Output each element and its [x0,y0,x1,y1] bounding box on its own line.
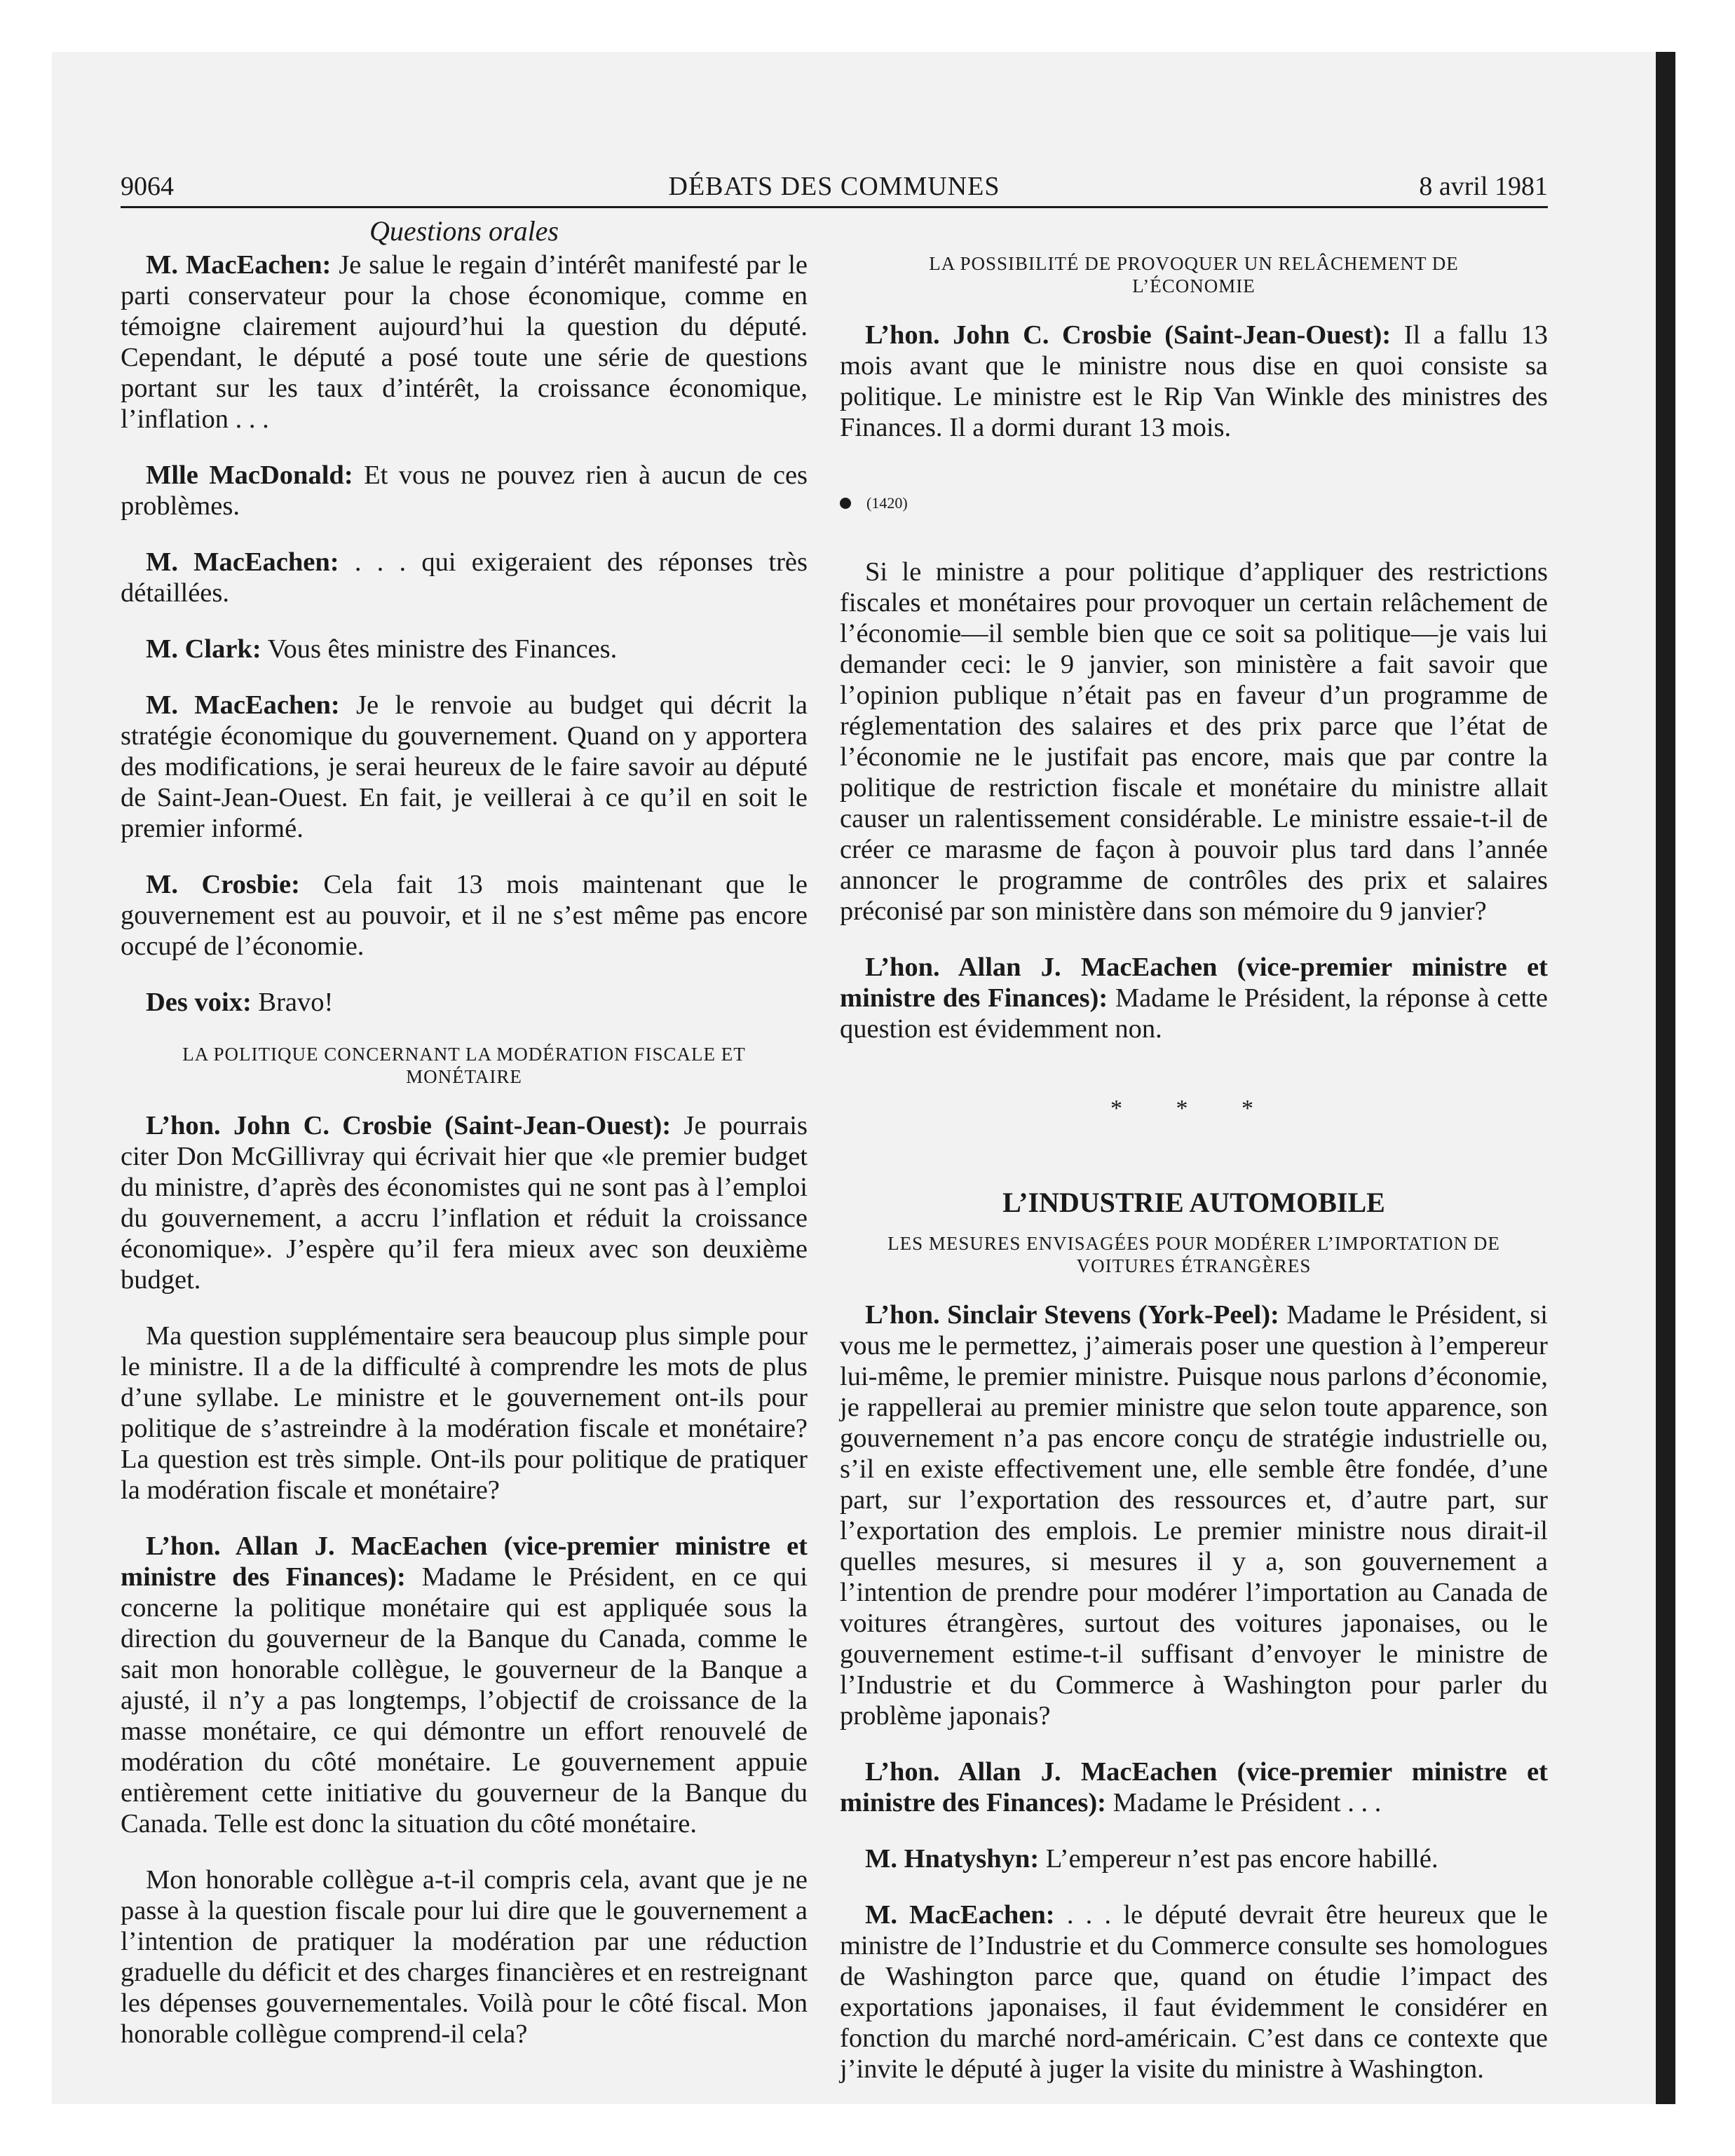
page-number: 9064 [121,172,174,201]
speaker: L’hon. Allan J. MacEachen (vice-premier ministre et ministre des Finances): [840,953,1548,1013]
speech: Cela fait 13 mois maintenant que le gouvernement est au pouvoir, et il ne s’est même pas encore occupé de l’économie. [121,870,808,961]
paragraph [121,1531,808,1839]
paragraph [840,1899,1548,2085]
paragraph [121,250,808,435]
page-header [121,167,1548,208]
speech: Si le ministre a pour politique d’appliquer des restrictions fiscales et monétaires pour provoquer un certain relâchement de l’économie—il semble bien que ce soit sa politique—je vais lui demander ceci: le 9 janvier, son ministère a fait savoir que l’opinion publique n’était pas en faveur d’un programme de réglementation des salaires et des prix parce que l’état de l’économie ne le justifait pas encore, mais que par contre la politique de restriction fiscale et monétaire du ministre allait causer un ralentissement considérable. Le ministre essaie-t-il de créer ce marasme de façon à pouvoir plus tard dans l’année annoncer le programme de contrôles des prix et salaires préconisé par son ministère dans son mémoire du 9 janvier? [840,557,1548,926]
speaker: L’hon. Allan J. MacEachen (vice-premier ministre et ministre des Finances): [121,1531,808,1592]
speaker: M. MacEachen: [865,1900,1055,1930]
speech: Bravo! [251,988,334,1017]
speech: . . . qui exigeraient des réponses très détaillées. [121,547,808,608]
left-column [121,216,808,2075]
speech: . . . le député devrait être heureux que le ministre de l’Industrie et du Commerce consulte ses homologues de Washington parce que, quand on étudie l’impact des exportations japonaises, il faut évidemment le considérer en fonction du marché nord-américain. C’est dans ce contexte que j’invite le député à juger la visite du ministre à Washington. [840,1900,1548,2084]
paragraph [121,634,808,664]
speaker: L’hon. Sinclair Stevens (York-Peel): [865,1300,1279,1330]
speaker: M. MacEachen: [146,547,339,577]
speaker: M. Hnatyshyn: [865,1844,1040,1874]
subheading: LA POSSIBILITÉ DE PROVOQUER UN RELÂCHEMENT DE L’ÉCONOMIE [929,253,1459,296]
speech: Madame le Président . . . [1105,1788,1382,1817]
speaker: Mlle MacDonald: [146,460,353,490]
speech: Ma question supplémentaire sera beaucoup plus simple pour le ministre. Il a de la difficulté à comprendre les mots de plus d’une syllabe. Le ministre et le gouvernement ont-ils pour politique de s’astreindre à la modération fiscale et monétaire? La question est très simple. Ont-ils pour politique de pratiquer la modération fiscale et monétaire? [121,1321,808,1505]
speech: Je le renvoie au budget qui décrit la stratégie économique du gouvernement. Quand on y apportera des modifications, je serai heureux de le faire savoir au député de Saint-Jean-Ouest. En fait, je veillerai à ce qu’il en soit le premier informé. [121,690,808,843]
speech: Il a fallu 13 mois avant que le ministre nous dise en quoi consiste sa politique. Le ministre est le Rip Van Winkle des ministres des Finances. Il a dormi durant 13 mois. [840,320,1548,442]
section-title: Questions orales [369,215,559,247]
speaker: Des voix: [146,988,252,1017]
speaker: M. Clark: [146,634,261,664]
speech: Madame le Président, en ce qui concerne la politique monétaire qui est appliquée sous la direction du gouverneur de la Banque du Canada, comme le sait mon honorable collègue, le gouverneur de la Banque a ajusté, il n’y a pas longtemps, l’objectif de croissance de la masse monétaire, ce qui démontre un effort renouvelé de modération du côté monétaire. Le gouvernement appuie entièrement cette initiative du gouverneur de la Banque du Canada. Telle est donc la situation du côté monétaire. [121,1562,808,1838]
publication-title: DÉBATS DES COMMUNES [668,172,1000,201]
paragraph [121,690,808,844]
speech: Madame le Président, la réponse à cette question est évidemment non. [840,983,1548,1044]
separator: * * * [1110,1096,1277,1121]
speech: Vous êtes ministre des Finances. [261,634,618,664]
paragraph [840,952,1548,1044]
speech: Je pourrais citer Don McGillivray qui écrivait hier que «le premier budget du ministre, d’après des économistes qui ne sont pas à l’emploi du gouvernement, a accru l’inflation et réduit la croissance économique». J’espère qu’il fera mieux avec son deuxième budget. [121,1111,808,1295]
paragraph [121,547,808,608]
time-marker-text: (1420) [866,494,908,512]
paragraph [121,1110,808,1295]
paragraph [121,1321,808,1506]
speech: Je salue le regain d’intérêt manifesté par le parti conservateur pour la chose économique, comme en témoigne clairement aujourd’hui la question du député. Cependant, le député a posé toute une série de questions portant sur les taux d’intérêt, la croissance économique, l’inflation . . . [121,250,808,434]
speech: Madame le Président, si vous me le permettez, j’aimerais poser une question à l’empereur lui-même, le premier ministre. Puisque nous parlons d’économie, je rappellerai au premier ministre que selon toute apparence, son gouvernement n’a pas encore conçu de stratégie industrielle ou, s’il en existe effectivement une, elle semble être fondée, d’une part, sur l’exportation des ressources et, d’autre part, sur l’exportation des emplois. Le premier ministre nous dirait-il quelles mesures, si mesures il y a, son gouvernement a l’intention de prendre pour modérer l’importation au Canada de voitures étrangères, surtout des voitures japonaises, ou le gouvernement estime-t-il suffisant d’envoyer le ministre de l’Industrie et du Commerce à Washington pour parler du problème japonais? [840,1300,1548,1731]
bullet-icon [840,498,851,509]
paragraph [121,869,808,962]
speaker: M. MacEachen: [146,250,332,280]
speech: L’empereur n’est pas encore habillé. [1039,1844,1438,1874]
right-column [840,216,1548,2110]
page-date: 8 avril 1981 [1419,172,1548,201]
paragraph [840,557,1548,927]
speaker: M. MacEachen: [146,690,340,720]
section-heading: L’INDUSTRIE AUTOMOBILE [1002,1187,1385,1218]
time-marker [840,488,1548,519]
paragraph [121,1864,808,2049]
paragraph [121,987,808,1018]
paragraph [840,320,1548,443]
subheading: LES MESURES ENVISAGÉES POUR MODÉRER L’IMPORTATION DE VOITURES ÉTRANGÈRES [887,1233,1500,1276]
speech: Et vous ne pouvez rien à aucun de ces problèmes. [121,460,808,521]
paragraph [840,1843,1548,1874]
speech: Mon honorable collègue a-t-il compris cela, avant que je ne passe à la question fiscale pour lui dire que le gouvernement a l’intention de pratiquer la modération par une réduction graduelle du déficit et des charges financières et en restreignant les dépenses gouvernementales. Voilà pour le côté fiscal. Mon honorable collègue comprend-il cela? [121,1865,808,2049]
speaker: L’hon. Allan J. MacEachen (vice-premier ministre et ministre des Finances): [840,1757,1548,1817]
paragraph [840,1756,1548,1818]
speaker: M. Crosbie: [146,870,300,899]
page-edge-bar [1656,52,1675,2104]
speaker: L’hon. John C. Crosbie (Saint-Jean-Ouest): [146,1111,672,1140]
speaker: L’hon. John C. Crosbie (Saint-Jean-Ouest): [865,320,1392,350]
subheading: LA POLITIQUE CONCERNANT LA MODÉRATION FISCALE ET MONÉTAIRE [182,1044,746,1087]
paragraph [121,460,808,521]
paragraph [840,1299,1548,1731]
